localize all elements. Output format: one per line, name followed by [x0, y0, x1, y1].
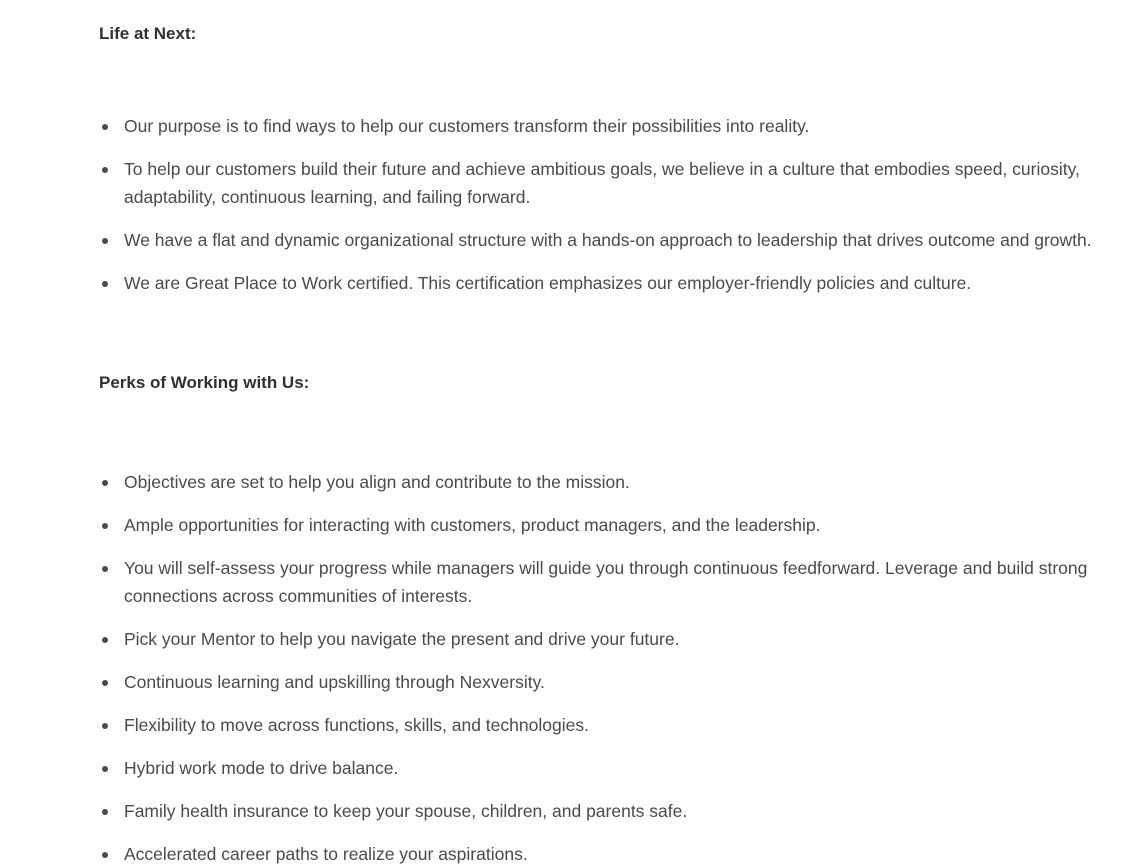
perks-heading: Perks of Working with Us: [99, 373, 310, 392]
list-item: Flexibility to move across functions, skills, and technologies. [99, 711, 1136, 739]
list-item: Our purpose is to find ways to help our customers transform their possibilities into reality. [99, 112, 1136, 140]
list-item: Accelerated career paths to realize your aspirations. [99, 840, 1136, 868]
list-item: Continuous learning and upskilling through Nexversity. [99, 668, 1136, 696]
list-item: Ample opportunities for interacting with customers, product managers, and the leadership. [99, 511, 1136, 539]
life-at-next-heading: Life at Next: [99, 24, 197, 43]
life-at-next-list [99, 112, 1136, 297]
list-item: Objectives are set to help you align and contribute to the mission. [99, 468, 1136, 496]
list-item: Pick your Mentor to help you navigate the present and drive your future. [99, 625, 1136, 653]
list-item: To help our customers build their future and achieve ambitious goals, we believe in a culture that embodies speed, curiosity, adaptability, continuous learning, and failing forward. [99, 155, 1136, 211]
list-item: We have a flat and dynamic organizational structure with a hands-on approach to leadership that drives outcome and growth. [99, 226, 1136, 254]
list-item: Hybrid work mode to drive balance. [99, 754, 1136, 782]
list-item: We are Great Place to Work certified. This certification emphasizes our employer-friendly policies and culture. [99, 269, 1136, 297]
list-item: You will self-assess your progress while managers will guide you through continuous feedforward. Leverage and build strong connections across communities of interests. [99, 554, 1136, 610]
perks-list [99, 468, 1136, 868]
list-item: Family health insurance to keep your spouse, children, and parents safe. [99, 797, 1136, 825]
